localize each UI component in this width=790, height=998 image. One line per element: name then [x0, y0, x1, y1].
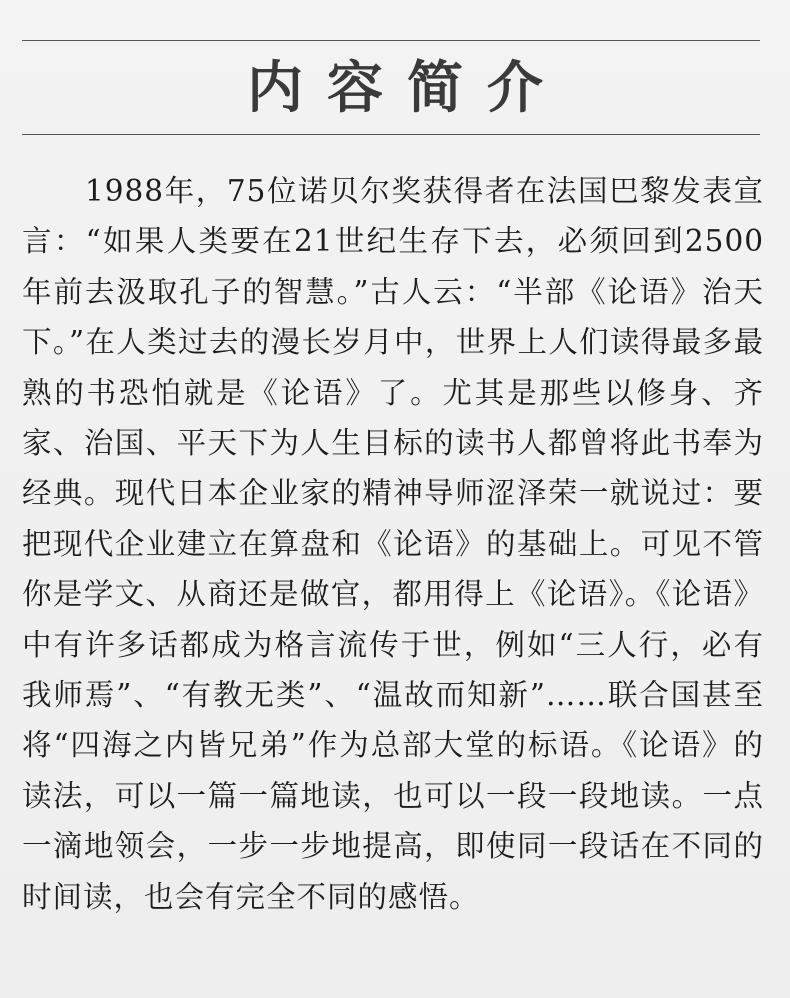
section-header: [0, 46, 790, 132]
section-title: 内容简介: [247, 56, 567, 121]
top-divider: [22, 40, 760, 41]
bottom-divider: [22, 134, 760, 135]
intro-paragraph: 1988年，75位诺贝尔奖获得者在法国巴黎发表宣言：“如果人类要在21世纪生存下去，必须回到2500年前去汲取孔子的智慧。”古人云：“半部《论语》治天下。”在人类过去的漫长岁月中，世界上人们读得最多最熟的书恐怕就是《论语》了。尤其是那些以修身、齐家、治国、平天下为人生目标的读书人都曾将此书奉为经典。现代日本企业家的精神导师涩泽荣一就说过：要把现代企业建立在算盘和《论语》的基础上。可见不管你是学文、从商还是做官，都用得上《论语》。《论语》中有许多话都成为格言流传于世，例如“三人行，必有我师焉”、“有教无类”、“温故而知新”……联合国甚至将“四海之内皆兄弟”作为总部大堂的标语。《论语》的读法，可以一篇一篇地读，也可以一段一段地读。一点一滴地领会，一步一步地提高，即使同一段话在不同的时间读，也会有完全不同的感悟。: [22, 174, 764, 914]
